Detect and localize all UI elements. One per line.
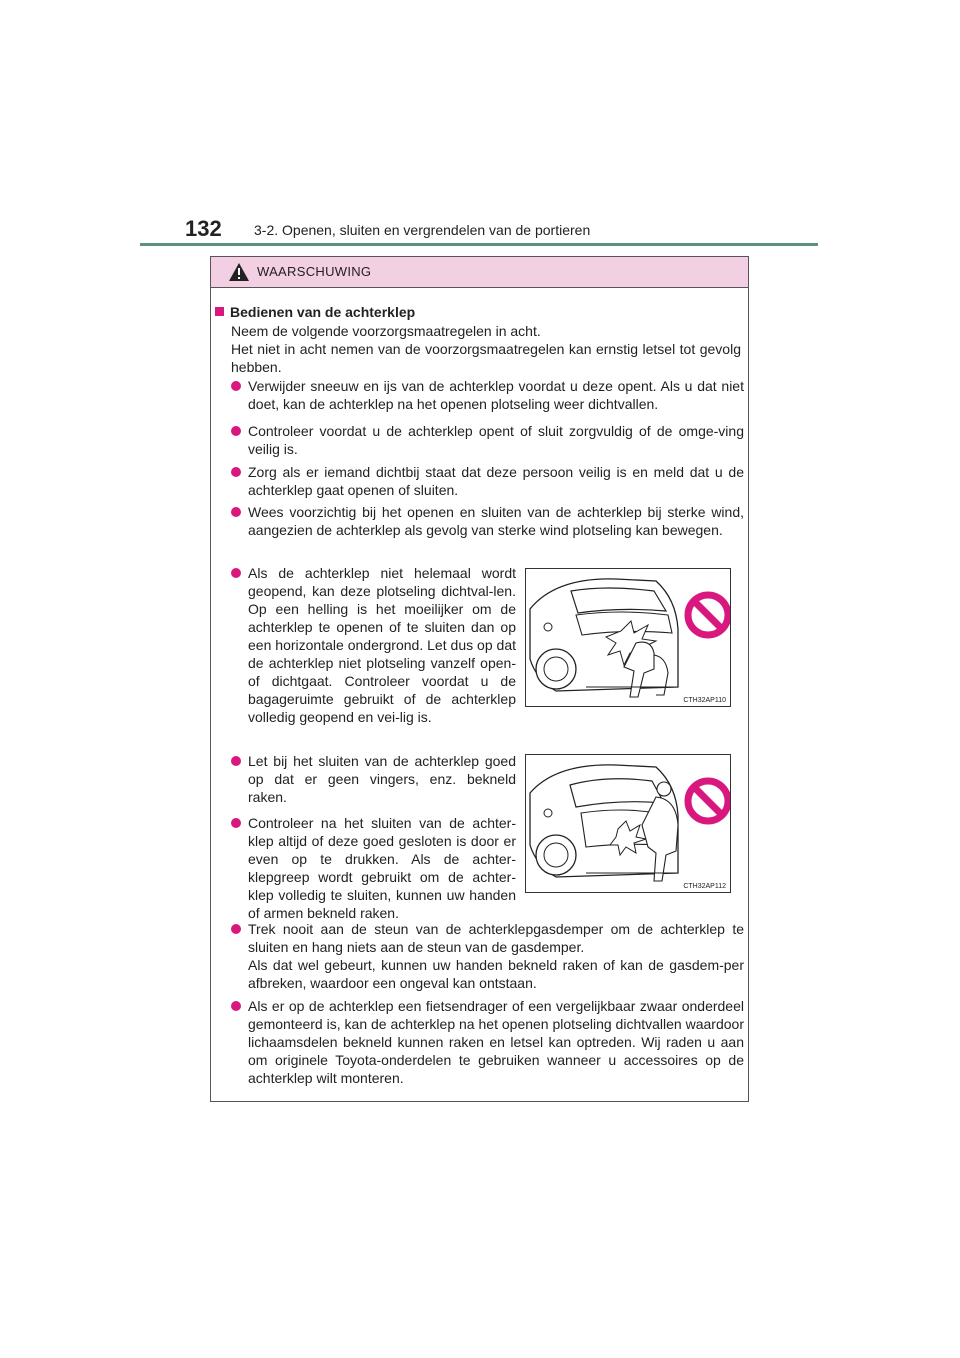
bullet-dot-icon (231, 818, 241, 828)
bullet-6 (231, 752, 516, 806)
bullet-text: Let bij het sluiten van de achterklep goed op dat er geen vingers, enz. bekneld raken. (248, 753, 516, 805)
warning-header (211, 257, 748, 288)
bullet-5 (231, 564, 516, 726)
prohibited-icon (688, 781, 728, 821)
bullet-text: Controleer na het sluiten van de achter-klep altijd of deze goed gesloten is door er even op te drukken. Als de achter-klepgreep wordt gebruikt om de achter-klep volledig te sluiten, kunnen uw handen of armen bekneld raken. (248, 815, 516, 921)
prohibited-icon (688, 595, 728, 635)
bullet-text: Zorg als er iemand dichtbij staat dat deze persoon veilig is en meld dat u de achterklep gaat openen of sluiten. (248, 464, 744, 498)
bullet-text: Als de achterklep niet helemaal wordt geopend, kan deze plotseling dichtval-len. Op een helling is het moeilijker om de achterklep te openen of te sluiten dan op een horizontale ondergrond. Let dus op dat de achterklep niet plotseling vanzelf open- of dichtgaat. Controleer voordat u de bagageruimte gebruikt of de achterklep volledig geopend en vei-lig is. (248, 565, 516, 725)
bullet-dot-icon (231, 507, 241, 517)
bullet-8 (231, 920, 744, 956)
page-number: 132 (185, 216, 222, 241)
bullet-text: Controleer voordat u de achterklep opent of sluit zorgvuldig of de omge-ving veilig is. (248, 423, 744, 457)
bullet-7 (231, 814, 516, 922)
illustration-code: CTH32AP112 (683, 883, 726, 890)
section-title-text: Bedienen van de achterklep (230, 304, 416, 320)
bullet-dot-icon (231, 381, 241, 391)
bullet-dot-icon (231, 568, 241, 578)
bullet-dot-icon (231, 924, 241, 934)
bullet-dot-icon (231, 467, 241, 477)
bullet-text: Als er op de achterklep een fietsendrager of een vergelijkbaar zwaar onderdeel gemonteerd is, kan de achterklep na het openen plotseling dichtvallen waardoor lichaamsdelen bekneld kunnen raken en letsel kan optreden. Wij raden u aan om originele Toyota-onderdelen te gebruiken wanneer u accessoires op de achterklep wilt monteren. (248, 998, 744, 1086)
car-tailgate-close-illustration (526, 755, 731, 893)
running-header: 3-2. Openen, sluiten en vergrendelen van de portieren (254, 222, 591, 238)
bullet-1 (231, 377, 744, 413)
header-rule (140, 243, 818, 246)
illustration-tailgate-close (525, 754, 731, 893)
bullet-dot-icon (231, 1001, 241, 1011)
bullet-2 (231, 422, 744, 458)
bullet-9 (231, 997, 744, 1087)
illustration-tailgate-open (525, 568, 731, 707)
bullet-3 (231, 463, 744, 499)
intro-line-2: Het niet in acht nemen van de voorzorgsmaatregelen kan ernstig letsel tot gevolg hebben. (231, 341, 741, 375)
bullet-text: Verwijder sneeuw en ijs van de achterklep voordat u deze opent. Als u dat niet doet, kan de achterklep na het openen plotseling weer dichtvallen. (248, 378, 744, 412)
bullet-dot-icon (231, 426, 241, 436)
warning-box (210, 256, 749, 1102)
bullet-4 (231, 503, 744, 539)
illustration-code: CTH32AP110 (683, 697, 726, 704)
warning-title: WAARSCHUWING (257, 264, 372, 279)
square-bullet-icon (215, 307, 224, 316)
bullet-text: Wees voorzichtig bij het openen en sluiten van de achterklep bij sterke wind, aangezien de achterklep als gevolg van sterke wind plotseling kan bewegen. (248, 504, 744, 538)
bullet-text: Trek nooit aan de steun van de achterklepgasdemper om de achterklep te sluiten en hang niets aan de steun van de gasdemper. (248, 921, 744, 955)
bullet-dot-icon (231, 756, 241, 766)
section-title (215, 303, 415, 321)
car-tailgate-illustration (526, 569, 731, 707)
bullet-8-extra: Als dat wel gebeurt, kunnen uw handen bekneld raken of kan de gasdem-per afbreken, waardoor een ongeval kan ontstaan. (248, 957, 744, 991)
intro-line-1: Neem de volgende voorzorgsmaatregelen in acht. (231, 323, 541, 339)
warning-triangle-icon (228, 262, 250, 282)
